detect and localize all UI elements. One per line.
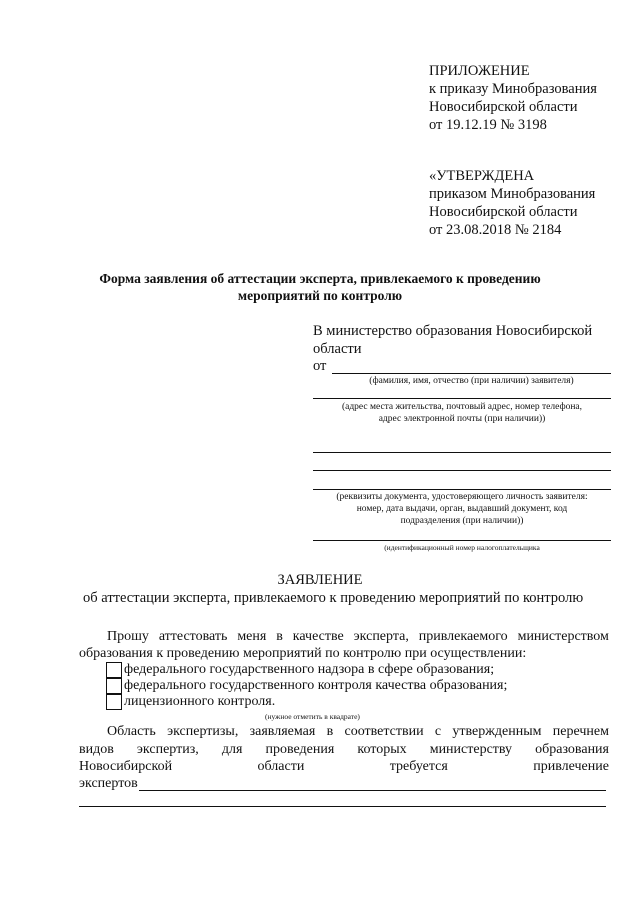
word: перечнем	[552, 724, 609, 739]
option-label-3: лицензионного контроля.	[124, 694, 276, 709]
addressee-from-label: от	[313, 358, 327, 374]
form-title-line-1: Форма заявления об аттестации эксперта, привлекаемого к проведению	[99, 271, 541, 286]
word: в	[326, 724, 334, 739]
paragraph-1-line-2: образования к проведению мероприятий по контролю при осуществлении:	[79, 646, 527, 661]
option-label-2: федерального государственного контроля качества образования;	[124, 678, 508, 693]
extra-field-line-2[interactable]	[313, 470, 611, 471]
word: эксперта,	[353, 629, 409, 644]
appendix-line-1: ПРИЛОЖЕНИЕ	[429, 63, 530, 79]
word: качестве	[292, 629, 344, 644]
word: в	[276, 629, 283, 644]
word: видов	[79, 742, 114, 757]
approved-line-1: «УТВЕРЖДЕНА	[429, 168, 535, 184]
appendix-line-4: от 19.12.19 № 3198	[429, 117, 547, 133]
word: меня	[237, 629, 267, 644]
id-doc-hint-2: номер, дата выдачи, орган, выдавший документ, код	[356, 504, 568, 514]
inn-hint: (идентификационный номер налогоплательщика	[384, 543, 540, 552]
word: соответствии	[344, 724, 424, 739]
word: Новосибирской	[79, 759, 173, 774]
extra-field-line-1[interactable]	[313, 452, 611, 453]
word: привлечение	[533, 759, 609, 774]
mark-hint: (нужное отметить в квадрате)	[265, 712, 360, 721]
word: Область	[107, 724, 156, 739]
word: заявляемая	[249, 724, 316, 739]
option-label-1: федерального государственного надзора в сфере образования;	[124, 662, 495, 677]
word: требуется	[389, 759, 448, 774]
id-doc-field-line[interactable]	[313, 489, 611, 490]
approved-line-4: от 23.08.2018 № 2184	[429, 222, 562, 238]
option-checkbox-2[interactable]	[106, 678, 122, 694]
form-title	[60, 270, 580, 304]
approved-line-2: приказом Минобразования	[429, 186, 596, 202]
fio-hint: (фамилия, имя, отчество (при наличии) заявителя)	[369, 376, 574, 386]
paragraph-2-line-2	[79, 741, 609, 759]
word: экспертизы,	[167, 724, 239, 739]
word: министерством	[517, 629, 609, 644]
word: аттестовать	[158, 629, 228, 644]
appendix-block	[429, 62, 597, 134]
expertise-field-line-1[interactable]	[139, 790, 606, 791]
word: привлекаемого	[418, 629, 508, 644]
statement-subtitle: об аттестации эксперта, привлекаемого к проведению мероприятий по контролю	[83, 590, 584, 606]
word: которых	[357, 742, 407, 757]
word: с	[434, 724, 442, 739]
paragraph-1-line-1	[107, 628, 609, 646]
address-hint-2: адрес электронной почты (при наличии))	[378, 414, 546, 424]
word: области	[257, 759, 305, 774]
paragraph-2-line-3	[79, 758, 609, 776]
id-doc-hint-3: подразделения (при наличии))	[400, 516, 524, 526]
paragraph-2-line-4: экспертов	[79, 776, 138, 791]
word: проведения	[265, 742, 335, 757]
inn-field-line[interactable]	[313, 540, 611, 541]
form-title-line-2: мероприятий по контролю	[237, 288, 403, 303]
id-doc-hint-1: (реквизиты документа, удостоверяющего личность заявителя:	[336, 492, 588, 502]
statement-title: ЗАЯВЛЕНИЕ	[277, 572, 363, 588]
word: для	[221, 742, 243, 757]
word: Прошу	[107, 629, 149, 644]
option-checkbox-1[interactable]	[106, 662, 122, 678]
approved-block	[429, 167, 595, 239]
addressee-line-2: области	[313, 341, 362, 357]
paragraph-2-line-1	[107, 723, 609, 741]
word: утвержденным	[452, 724, 542, 739]
appendix-line-2: к приказу Минобразования	[429, 81, 597, 97]
address-field-line[interactable]	[313, 398, 611, 399]
approved-line-3: Новосибирской области	[429, 204, 578, 220]
word: образования	[535, 742, 609, 757]
option-checkbox-3[interactable]	[106, 694, 122, 710]
addressee-line-1: В министерство образования Новосибирской	[313, 323, 593, 339]
address-hint-1: (адрес места жительства, почтовый адрес, номер телефона,	[341, 402, 583, 412]
expertise-field-line-2[interactable]	[79, 806, 606, 807]
fio-field-line[interactable]	[332, 373, 611, 374]
word: министерству	[429, 742, 513, 757]
appendix-line-3: Новосибирской области	[429, 99, 578, 115]
word: экспертиз,	[136, 742, 199, 757]
